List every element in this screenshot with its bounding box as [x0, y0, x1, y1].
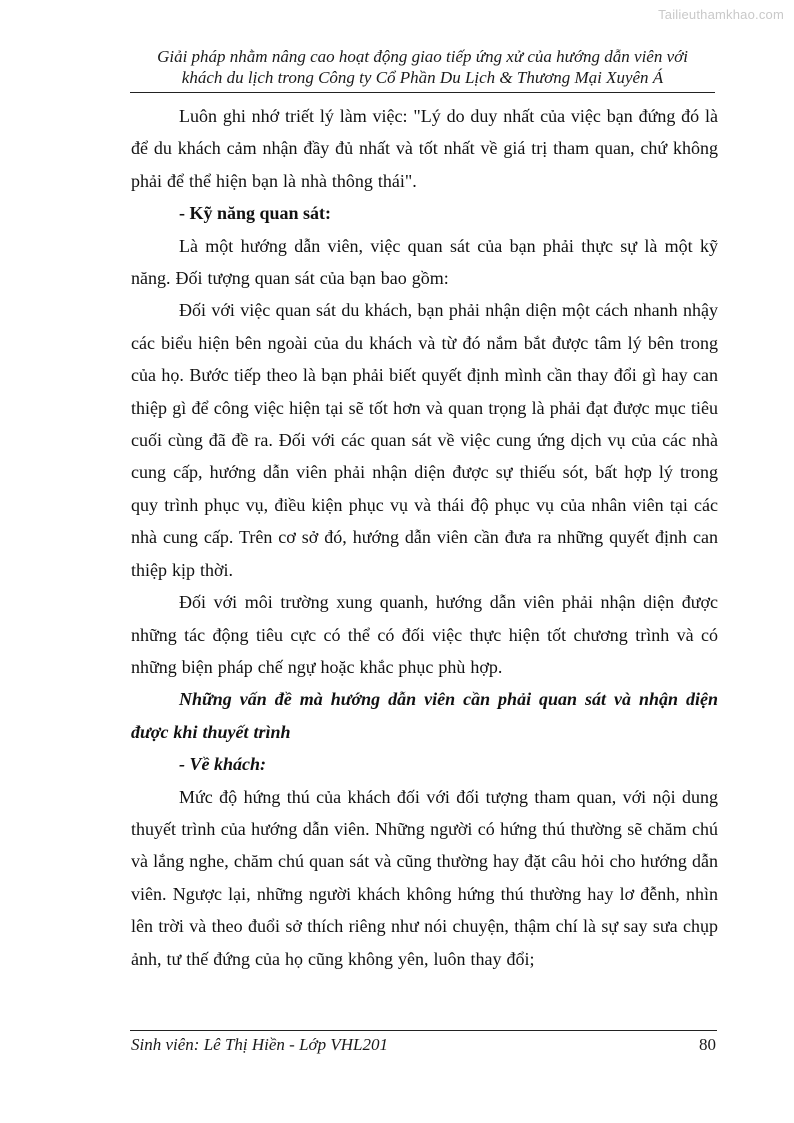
header-line-1: Giải pháp nhằm nâng cao hoạt động giao tiếp ứng xử của hướng dẫn viên với [157, 47, 688, 66]
paragraph-1: Luôn ghi nhớ triết lý làm việc: "Lý do duy nhất của việc bạn đứng đó là để du khách cảm nhận đầy đủ nhất và tốt nhất về giá trị tham quan, chứ không phải để thể hiện bạn là nhà thông thái". [131, 106, 718, 191]
page-number: 80 [699, 1035, 716, 1054]
footer-rule [130, 1030, 717, 1031]
header-line-2: khách du lịch trong Công ty Cổ Phần Du Lịch & Thương Mại Xuyên Á [181, 68, 664, 87]
footer-student: Sinh viên: Lê Thị Hiền - Lớp VHL201 [131, 1035, 388, 1054]
watermark: Tailieuthamkhao.com [658, 7, 784, 22]
heading-observation-skill: - Kỹ năng quan sát: [179, 203, 332, 224]
paragraph-3: Đối với việc quan sát du khách, bạn phải nhận diện một cách nhanh nhậy các biểu hiện bên ngoài của du khách và từ đó nắm bắt được tâm lý bên trong của họ. Bước tiếp theo là bạn phải biết quyết định mình cần thay đổi gì hay can thiệp gì để công việc hiện tại sẽ tốt hơn và quan trọng là phải đạt được mục tiêu cuối cùng đã đề ra. Đối với các quan sát về việc cung ứng dịch vụ của các nhà cung cấp, hướng dẫn viên phải nhận diện được sự thiếu sót, bất hợp lý trong quy trình phục vụ, điều kiện phục vụ và thái độ phục vụ của nhân viên tại các nhà cung cấp. Trên cơ sở đó, hướng dẫn viên cần đưa ra những quyết định can thiệp kịp thời. [131, 300, 718, 580]
page-body [131, 100, 718, 975]
paragraph-6: Mức độ hứng thú của khách đối với đối tượng tham quan, với nội dung thuyết trình của hướng dẫn viên. Những người có hứng thú thường sẽ chăm chú và lắng nghe, chăm chú quan sát và cũng thường hay đặt câu hỏi cho hướng dẫn viên. Ngược lại, những người khách không hứng thú thường hay lơ đễnh, nhìn lên trời và theo đuổi sở thích riêng như nói chuyện, thậm chí là sự say sưa chụp ảnh, tư thế đứng của họ cũng không yên, luôn thay đổi; [131, 786, 718, 969]
paragraph-4: Đối với môi trường xung quanh, hướng dẫn viên phải nhận diện được những tác động tiêu cực có thể có đối việc thực hiện tốt chương trình và có những biện pháp chế ngự hoặc khắc phục phù hợp. [131, 592, 718, 677]
running-header [130, 46, 715, 88]
paragraph-2: Là một hướng dẫn viên, việc quan sát của bạn phải thực sự là một kỹ năng. Đối tượng quan sát của bạn bao gồm: [131, 235, 718, 289]
paragraph-5-emphasis: Những vấn đề mà hướng dẫn viên cần phải quan sát và nhận diện được khi thuyết trình [131, 689, 718, 742]
header-rule [130, 92, 715, 93]
heading-about-guests: - Về khách: [179, 754, 266, 775]
